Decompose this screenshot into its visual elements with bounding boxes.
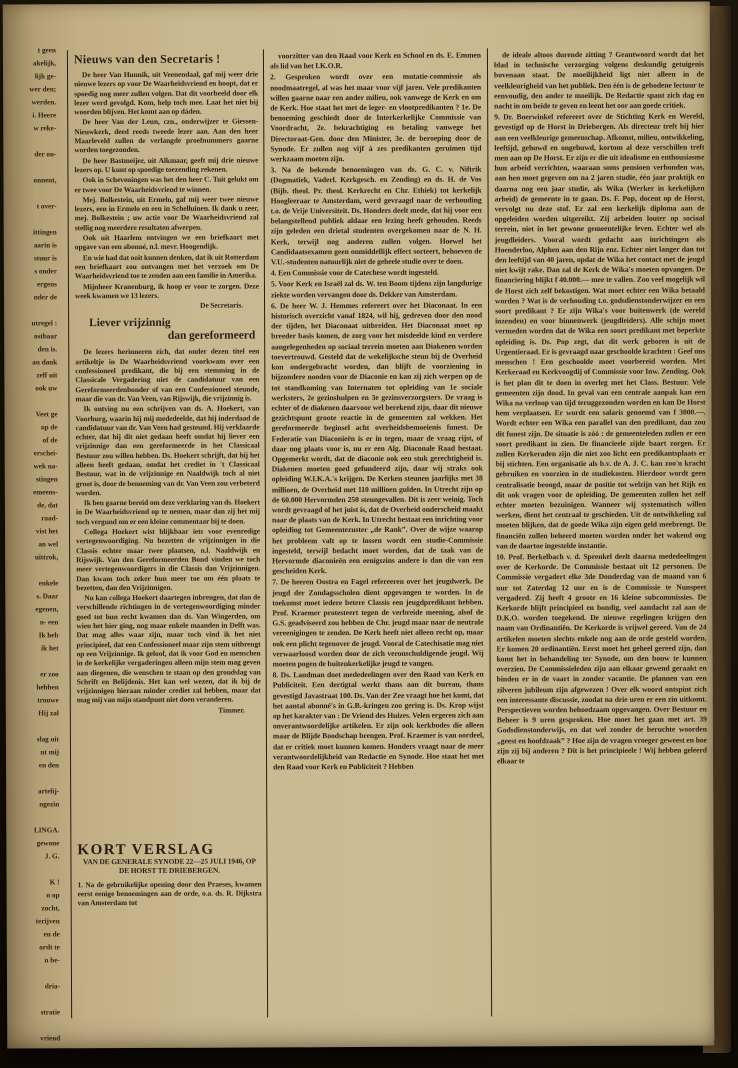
paragraph: Ik ben gaarne bereid om deze verklaring van ds. Hoekert in De Waarheidsvriend op te nemen, maar dan zij het mij toch vergund om er een kleine commentaar bij te doen. — [75, 497, 260, 526]
spine-fragment-line — [4, 213, 57, 226]
spine-fragment-line: s onder — [34, 267, 57, 276]
paragraph: 2. Gesproken wordt over een mutatie-commissie als noodmaatregel, al was het maar voor vijf jaren. Vele predikanten willen gaarne naar een ander milieu, ook vanwege de Kerk en om de Kerk. Hoe staat het met de leger- en vlootpredikanten ? 1e. De benoeming geschiedt door de Interkerkelijke Commissie van Voordracht, 2e. bekrachtiging en betaling vanwege het Directoraat-Gen. door den Minister, 3e. de beroeping door de Synode. Er zullen nog vijf à zes predikanten geruimen tijd werkzaam moeten zijn. — [270, 71, 482, 164]
paragraph: 9. Dr. Boerwinkel refereert over de Stichting Kerk en Wereld, gevestigd op de Horst in Driebergen. Als directeur treft hij hier aan een veelkleurige gemeenschap. Afkomst, milieu, ontwikkeling, leeftijd, gehuwd en ongehuwd, kortom al deze verschillen treft men aan op De Horst. Er zijn er die uit idealisme en enthousiasme hun arbeid verrichten, waaraan soms pensioen verbonden was, aan hen moet gegeven om na 2 jaren studie, één jaar praktijk en daarna nog een jaar studie, als Wika (Werker in kerkelijken arbeid) de gemeente in te gaan. Ds. F. Pop, docent op de Horst, vervolgt nu deze stof. Er zal een kerkelijk diploma aan de opgeleiden worden uitgereikt. Zij arbeiden louter op sociaal terrein, niet in het gewone gemeentelijke leven. Echter wel als jeugdleiders. Vooral wordt gedacht aan inrichtingen als Hoenderloo, Alphen aan den Rijn enz. Echter niet langer dan tot den leeftijd van 40 jaren, opdat de Wika het contact met de jeugd niet kwijt rake. Dan zal de Kerk de Wika's moeten opvangen. De financiering blijkt f 40.000.— mee te vallen. Zoo veel mogelijk wil de Horst zich zelf bekostigen. Wat moet echter een Wika betaald worden ? Wat is de verhouding t.o. godsdienstonderwijzer en een soort predikant ? Er zijn Wika's voor buitenwerk (de wereld inzenden) en voor binnenwerk (jeugdleiders). Alle schijn moet vermeden worden dat de Wika een soort predikant met beperkte opleiding is. Ds. Pop zegt, dat dit werk geboren is uit de Urgentieraad. Er is gevraagd naar geschoolde krachten : Geef ons menschen ! Een geschoolde moet voorbereid worden. Met Kerkeraad en Kerkvoogdij of Commissie voor Inw. Zending. Ook is het plan dit te doen in overleg met het Class. Bestuur. Vele gemeenten zijn dood. In geval van een centrale aanpak kan een Wika na verloop van tijd teruggezonden worden en kan De Horst hem verplaatsen. Er wordt een salaris genoemd van f 3000.—. Wordt echter een Wika een parallel van den predikant, dan zou dit funest zijn. De situatie is zóó : de gemeenteleden zullen er een soort predikant in zien. De financieele zijde baart zorgen. Er zullen Kerkeraden zijn die niet zoo licht een predikantsplaats er bij stichten. Een organisatie als b.v. de A. J. C. kan zoo'n kracht gebruiken en voorzien in de studiekosten. Hierdoor wordt geen centralisatie beoogd, maar de positie tot welzijn van het Rijk en dit ook vragen voor de opleiding. De gemeenten zullen het zelf echter moeten bezuinigen. Wanneer wij systematisch willen werken, dient het centraal te geschieden. Uit de ontwikkeling zal moeten blijken, dat de goede Wika zijn eigen geld meebrengt. De financiën zullen beheerd moeten worden onder het wakend oog van de daartoe ingestelde instantie. — [494, 111, 707, 551]
paragraph: 1. Na de gebruikelijke opening door den Praeses, kwamen eerst eenige benoemingen aan de orde, o.a. ds. R. Dijkstra van Amsterdam tot — [77, 879, 262, 908]
newspaper-page — [3, 1, 715, 1048]
spine-fragment-line: wer den; — [29, 85, 57, 94]
spine-fragment-line: an wel — [38, 540, 59, 549]
spine-fragment-line — [6, 863, 59, 876]
spine-fragment-line: werden. — [31, 98, 57, 107]
column-divider-2 — [263, 49, 269, 1017]
spine-fragment-line: Ik heb — [38, 631, 59, 640]
column-3 — [494, 49, 708, 1016]
spine-fragment-line: Veet ge — [35, 410, 58, 419]
column-2 — [270, 50, 485, 1017]
spine-fragment-line: onnent, — [33, 176, 57, 185]
spine-fragment-line: Hij zal — [38, 709, 59, 718]
spine-fragment-line — [7, 1019, 60, 1032]
spine-fragment-line: akelijk, — [32, 59, 57, 68]
article-body-secretaris — [74, 69, 259, 300]
signature-secretaris: De Secretaris. — [200, 300, 244, 310]
spine-fragment-line: aarin is — [33, 241, 57, 250]
paragraph: 7. De heeren Oostra en Fagel refereeren over het jeugdwerk. De jeugd der Zondagsscholen dient opgevangen te worden. In de toekomst moet iedere betere Classis een jeugdpredikant hebben. Prof. Kraemer protesteert tegen de verbreide meening, alsof de G.S. geadviseerd zou hebben de Chr. jeugd maar naar de neutrale vereenigingen te zenden. De Kerk heeft niet alleen recht op, maar ook een plicht tegenover de jeugd. Vooral de Catechisatie mag niet verwaarloosd worden door de zich veronschuldigende jeugd. Wij moeten pogen de buitenkerkelijke jeugd te vangen. — [272, 576, 484, 669]
spine-fragment-line: nder de — [33, 293, 58, 302]
column-1 — [74, 51, 262, 1020]
spine-fragment-line — [3, 161, 56, 174]
spine-fragment-line: stingen — [35, 475, 58, 484]
paragraph: 8. Ds. Landman doet mededeelingen over den Raad van Kerk en Publiciteit. Een dertigtal werkt thans aan dit bureau, thans gevestigd Javastraat 100. Ds. Van der Zee vraagt hoe het komt, dat het aantal abonné's in G.B.-kringen zoo gering is. Ds. Krop wijst op het karakter van : De Vriend des Huizes. Velen ergeren zich aan onverantwoordelijke artikelen. Er zijn ook kerkbodes die alleen maar de Blijde Boodschap brengen. Prof. Kraemer is van oordeel, dat er critiek moet kunnen komen. Honders vraagt naar de meer verantwoordelijkheid van Redactie en Synode. Hoe staat het met den Raad voor Kerk en Publiciteit ? Hebben — [272, 669, 485, 772]
paragraph: 10. Prof. Berkelbach v. d. Sprenkel deelt daarna mededeelingen over de Kerkorde. De Commissie bestaat uit 12 personen. De Commissie vergadert elke 3de Donderdag van de maand van 6 uur tot Zaterdag 12 uur en is de Commissie te Nunspeet vergaderd. Zij heeft 4 groote en 16 kleine subcommissies. De Kerkorde blijft principieel en bondig, veel aandacht zal aan de D.K.O. worden toegekend. De nieuwe regelingen krijgen den naam van Ordinantiën. De Kerkorde is vrijwel gereed. Van de 24 artikelen moeten slechts enkele nog aan de orde gesteld worden. Er komen 20 ordinantiën. Eerst moet het geheel gereed zijn, dan komt het in behandeling ter Synode, om den bouw te kunnen overzien. De Commissieleden zijn aan elkaar gewend geraakt en binden er in de vaart in zonder vacantie. De plannen van een zilveren jubileum zijn afgewezen ! Over elk woord ontspint zich een interessante discussie, zoodat na drie uren er een zin uitkomt. Perspectieven worden behoedzaam opgevangen. Over Bestuur en Beheer is 9 uren gesproken. Hoe moet het gaan met art. 39 Godsdienstonderwijs, en dat wel zonder de beruchte woorden „geest en hoofdzaak” ? Hoe zijn de vragen vroeger geweest en hoe zijn zij bij anderen ? Dit is het principieele ! Wij hebben geleerd elkaar te — [496, 551, 708, 766]
spine-fragment-line: n- een — [39, 618, 59, 627]
paragraph: de ideale altoos durende zitting ? Geantwoord wordt dat het blad in technische verzorging volgens deskundig getuigenis bovenaan staat. De moeilijkheid ligt niet alleen in de veelkleurigheid van het publiek. Den één is de gebodene lectuur te eenvoudig, den ander te moeilijk. De Redactie spant zich dag en nacht in om beide te geven en leent het oor aan goede critiek. — [493, 49, 705, 111]
paragraph: Ook uit Haarlem ontvingen we een briefkaart met opgave van een abonné, n.l. mevr. Hoogendijk. — [74, 232, 259, 252]
spine-fragment-line: hebben — [36, 683, 59, 692]
spine-fragment-line: slag uit — [36, 735, 59, 744]
paragraph: 4. Een Commissie voor de Catechese wordt ingesteld. — [270, 267, 439, 278]
paragraph: voorzitter van den Raad voor Kerk en School en ds. E. Emmen als lid van het I.K.O.R. — [269, 50, 481, 71]
spine-fragment-line: op de — [40, 423, 58, 432]
article-subtitle-synode: VAN DE GENERALE SYNODE 22—25 JULI 1946, OP DE HORST TE DRIEBERGEN. — [82, 856, 256, 876]
spine-fragment-line: trouwe — [37, 696, 59, 705]
spine-fragment-line: dria- — [44, 982, 61, 991]
title-line-1: Liever vrijzinnig — [89, 317, 171, 330]
spine-fragment-line: ittingen — [33, 228, 57, 237]
column-divider-1 — [67, 50, 73, 1018]
spine-fragment-line: en den — [38, 761, 60, 770]
spine-cut-column — [3, 44, 65, 1043]
spine-fragment-line — [6, 720, 59, 733]
spine-fragment-line: ook uw — [35, 384, 58, 393]
column-1-lower — [77, 841, 262, 1024]
spine-fragment-line: n op — [46, 891, 60, 900]
spine-fragment-line: enkele — [38, 579, 59, 588]
spine-fragment-line: terijven — [35, 917, 60, 926]
spine-fragment-line: er zoo — [40, 670, 59, 679]
spine-fragment-line: of de — [42, 436, 58, 445]
spine-fragment-line — [6, 772, 59, 785]
spine-fragment-line — [7, 993, 60, 1006]
spine-fragment-line: wek na- — [33, 462, 58, 471]
paragraph: Collega Hoekert wist blijkbaar iets voor evenredige vertegenwoordiging. Nu bezetten de vrijzinnigen in die Classis echter maar twee plaatsen, n.l. Naaldwijk en Rijswijk. Van den Gereformeerden Bond vinden we toch meer vertegenwoordigers in die Classis dan Vrijzinnigen. Dan kwam toch zeker hun meer toe om één plaats te bezetten, dan den Vrijzinnigen. — [76, 526, 261, 593]
spine-fragment-line: de, dat — [37, 501, 58, 510]
spine-fragment-line: egenen, — [35, 605, 59, 614]
spine-fragment-line: LINGA. — [33, 826, 60, 835]
spine-fragment-line: ngezin — [39, 800, 60, 809]
spine-fragment-line: nt mij — [40, 748, 60, 757]
spine-fragment-line — [3, 135, 56, 148]
article-body-liever — [75, 347, 261, 705]
spine-fragment-line: vriend — [40, 1034, 61, 1043]
column-divider-3 — [487, 48, 493, 1016]
paragraph: 5. Voor Kerk en Israël zal ds. W. ten Boom tijdens zijn langdurige ziekte worden vervangen door ds. Dekker van Amsterdam. — [270, 278, 482, 300]
spine-fragment-line — [4, 304, 57, 317]
paragraph: En wie had dat ooit kunnen denken, dat ik uit Rotterdam een briefkaart zou ontvangen met het verzoek om De Waarheidsvriend toe te zenden aan een familie in Amerika. — [74, 252, 259, 281]
spine-fragment-line: uittrok, — [34, 553, 59, 562]
spine-fragment-line: J. G. — [44, 852, 60, 861]
spine-fragment-line: vist het — [35, 527, 59, 536]
paragraph: Mej. Bolkestein, uit Ermelo, gaf mij weer twee nieuwe lezers, een in Ermelo en een in Schelluinen. Ik dank u zeer, mej. Bolkestein ; uw actie voor De Waarheidsvriend zal stellig nog meerdere resultaten afwerpen. — [74, 194, 259, 232]
spine-fragment-line: den is. — [37, 345, 58, 354]
title-line-2: dan gereformeerd — [167, 329, 256, 343]
spine-fragment-line — [7, 967, 60, 980]
spine-fragment-line: i. Heere — [32, 111, 57, 120]
spine-fragment-line: artelij- — [37, 787, 60, 796]
paragraph: De heer Van der Leun, czn., onderwijzer te Giessen-Nieuwkerk, deed reeds tweede lezer aan. Aan den heer Maarleveld zullen de verlangde proefnummers gaarne worden toegezonden. — [74, 116, 259, 155]
spine-fragment-line: an dank — [32, 358, 58, 367]
spine-fragment-line: stratie — [40, 1008, 61, 1017]
spine-fragment-line: emeens- — [33, 488, 58, 497]
paragraph: De lezers herinneren zich, dat onder dezen titel een artikeltje in De Waarheidsvriend voorkwam over een confessioneel predikant, die bij een stemming in de Classicale Vergadering niet de candidatuur van een Gereformeerdenbonder of van een Confessioneel steunde, maar die van dr. Van Veen, van Rijswijk, die vrijzinnig is. — [75, 346, 260, 404]
spine-fragment-line: s. Daar — [36, 592, 59, 601]
paragraph: De heer Bastmeijer, uit Alkmaar, geeft mij drie nieuwe lezers op. U kunt op spoedige toezending rekenen. — [74, 155, 259, 175]
spine-fragment-line: t geen — [37, 46, 56, 55]
spine-fragment-line: en de — [43, 930, 60, 939]
spine-fragment-line: lijk ge- — [34, 72, 57, 81]
spine-fragment-line: t over- — [36, 202, 57, 211]
paragraph: Ik ontving nu een schrijven van ds. A. Hoekert, van Voorburg, waarin hij mij mededeelde, dat hij inderdaad de candidatuur van dr. Van Veen had gesteund. Hij verklaarde echter, dat hij dit niet gedaan heeft omdat hij liever een vrijzinnige dan een gereformeerde in het Classicaal Bestuur zou willen hebben. Ds. Hoekert schrijft, dat hij het alleen heeft gedaan, omdat het crediet in 't Classicaal Bestuur, wat in de vrijzinnige en Naaldwijk toch al niet groot is, door de benoeming van dr. Van Veen zou verbeterd worden. — [75, 403, 260, 498]
signature-timmer: Timmer. — [218, 705, 245, 715]
spine-fragment-line: der on- — [34, 150, 57, 159]
paragraph: Nu kan collega Hoekert daartegen inbrengen, dat dan de verschillende richtingen in de vertegenwoordiging minder goed tot hun recht kwamen dan ds. Van Wingerden, om wien het hier ging, nog maar enkele maanden in Delft was. Dat mag alles waar zijn, maar toch vind ik het niet principieel, dat een Confessioneel maar zijn stem uitbrengt op een Vrijzinnige. Ik geloof, dat ik voor God en menschen in de kerkelijke vergaderingen alleen mijn stem mag geven aan diegenen, die wenschen te staan op den grondslag van Schrift en Belijdenis. Het kan wel wezen, dat ik bij de vrijzinnigen hieraan minder crediet zal hebben, maar dat mag mij van mijn standpunt niet doen veranderen. — [76, 592, 261, 705]
article-title-kort-verslag: KORT VERSLAG — [77, 841, 215, 859]
paragraph: Ook in Scheveningen was het den heer C. Tuit gelukt om er twee voor De Waarheidsvriend te winnen. — [74, 174, 259, 194]
spine-fragment-line: K ! — [49, 878, 60, 887]
paragraph: Mijnheer Kranenburg, ik hoop er voor te zorgen. Deze week kwamen we 13 lezers. — [74, 280, 259, 301]
spine-fragment-line: ostbaar — [33, 332, 58, 341]
article-title-secretaris: Nieuws van den Secretaris ! — [73, 51, 221, 67]
spine-fragment-line: zelf uit — [36, 371, 58, 380]
spine-fragment-line: ergens — [36, 280, 57, 289]
spine-fragment-line — [5, 564, 58, 577]
column-1-upper — [74, 51, 261, 840]
spine-fragment-line — [4, 187, 57, 200]
article-body-kort-verslag-start — [78, 879, 262, 908]
paragraph: De heer Van Hunnik, uit Veenendaal, gaf mij weer drie nieuwe lezers op voor De Waarheidsvriend en hoopt, dat er spoedig nog meer zullen volgen. Dat dit voorbeeld door elk lezer werd gevolgd. Kom, help toch mee. Laat het niet bij woorden blijven. Het komt aan op dáden. — [74, 69, 259, 117]
spine-fragment-line: n be- — [44, 956, 60, 965]
spine-fragment-line: ordt te — [39, 943, 60, 952]
spine-fragment-line: stuur is — [33, 254, 57, 263]
spine-fragment-line — [6, 811, 59, 824]
spine-fragment-line — [4, 395, 57, 408]
spine-fragment-line: gewone — [36, 839, 60, 848]
article-title-liever-vrijzinnig — [75, 317, 259, 344]
paragraph: 6. De heer W. J. Hemmes refereert over het Diaconaat. In een historisch overzicht vanaf 1824, wil hij, gedreven door den nood der tijden, het Diaconaat uitbreiden. Het Diaconaat moet op breeder basis komen, de zorg voor het misdeelde kind en verdere aangelegenheden op sociaal terrein moeten aan Diakenen worden toevertrouwd. Gesteld dat de wekelijksche steun bij de Overheid kon ondergebracht worden, dan blijft de voorziening in bijzondere nooden voor de Diaconie en kan zij zich werpen op de tot standkoming van Internaten tot opleiding van 1e sociale werksters, 2e gezinshulpen en 3e gezinsverzorgsters. De vraag is echter of de diakenen daarvoor wel berekend zijn, daar dit nieuwe gezichtspunt groote reactie in de gemeenten zal wekken. Het gereformeerde beginsel acht overheidsbemoeienis funest. De Federatie van Diaconieën is er in tegen, maar de vraag rijst, of daar nog plaats voor is, nu er een Alg. Diaconale Raad bestaat. Opgemerkt wordt, dat de diaconie ook een stuk gerechtigheid is. Diakenen moeten goed gefundeerd zijn, daar wij straks ook opleiding W.I.K.A.'s krijgen. De Kerken steunen jaarlijks met 38 millioen, de Overheid met 110 millioen gulden. In Utrecht zijn op de 60.000 Hervormden 250 steungevallen. Dit is zeer weinig. Toch wordt gevraagd of het juist is, dat de Overheid onderscheid maakt naar de plaats van de Kerk. In Utrecht bestaat een inrichting voor opleiding tot Gemeentezuster „de Rank”. Over de wijze waarop het probleem valt op te lossen wordt een studie-Commissie ingesteld, terwijl bedacht moet worden, dat de taak van de Hervormde diaconieën een eenigszins andere is dan die van een gescheiden Kerk. — [271, 300, 484, 576]
spine-fragment-line: utregel : — [31, 319, 58, 328]
spine-fragment-line: w reke- — [33, 124, 57, 133]
spine-fragment-line: zocht, — [41, 904, 60, 913]
spine-fragment-line: ik het — [41, 644, 59, 653]
spine-fragment-line: raad- — [41, 514, 58, 523]
spine-fragment-line — [6, 655, 59, 668]
spine-fragment-line: erschei- — [33, 449, 58, 458]
paragraph: 3. Na de bekende benoemingen van ds. G. C. v. Niftrik (Dogmatiek, Vaderl. Kerkgesch. en Zending) en ds. H. de Vos (Bijb. theol. Pr. theol. Kerkrecht en Chr. Ethiek) tot kerkelijk Hoogleeraar te Amsterdam, werd gevraagd naar de verhouding t.o. de Vrije Universiteit. Ds. Honders deelt mede, dat hij voor een belangstellend publiek aldaar een lezing heeft gehouden. Reeds zijn geleden een drietal studenten overgekomen naar de N. H. Kerk, terwijl nog anderen zullen volgen. Hoewel het Candidaatsexamen geen onmiddellijk effect sorteert, behoeven de V.U.-studenten natuurlijk niet de geheele studie over te doen. — [270, 164, 482, 267]
